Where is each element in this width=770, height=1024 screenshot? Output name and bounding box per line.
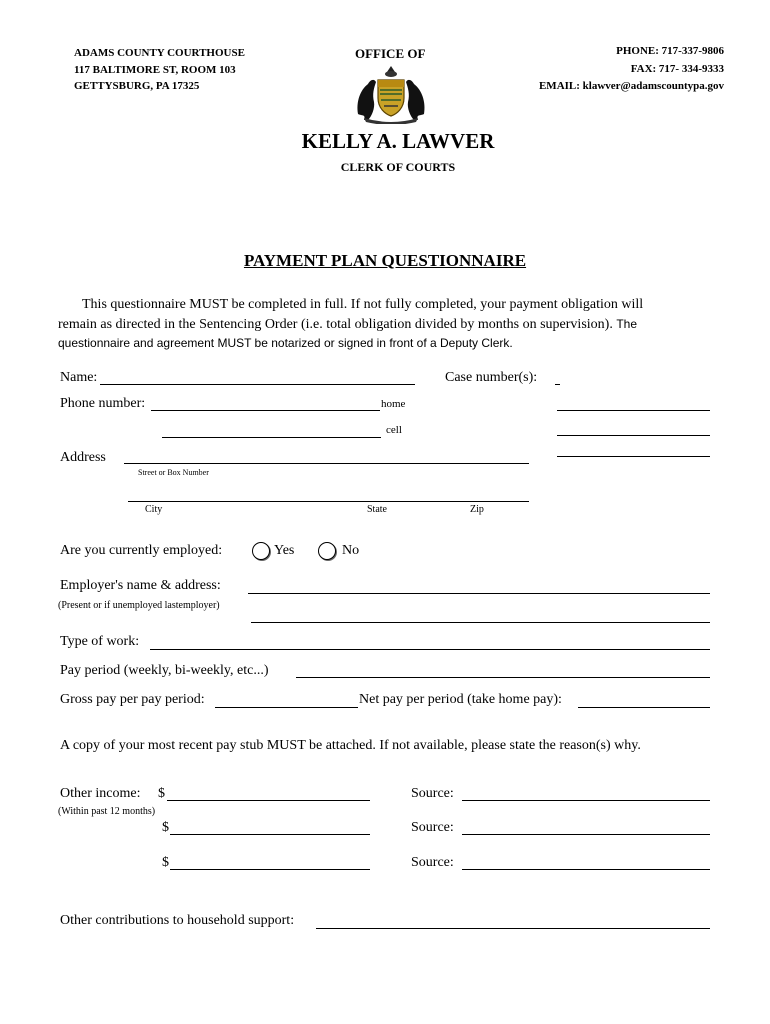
- pay-period-field[interactable]: [296, 677, 710, 678]
- other-income-amount-1[interactable]: [167, 800, 370, 801]
- street-field[interactable]: [124, 463, 529, 464]
- gross-pay-field[interactable]: [215, 707, 358, 708]
- within-12-months-caption: (Within past 12 months): [58, 806, 156, 817]
- intro-line-2: remain as directed in the Sentencing Order (i.e. total obligation divided by months on supervision). The: [58, 317, 638, 332]
- cell-label: cell: [386, 424, 402, 436]
- household-contributions-field[interactable]: [316, 928, 710, 929]
- office-of-label: OFFICE OF: [355, 46, 426, 61]
- address-label: Address: [60, 450, 106, 465]
- street-caption: Street or Box Number: [138, 468, 209, 477]
- case-number-field-3[interactable]: [557, 435, 710, 436]
- net-pay-field[interactable]: [578, 707, 710, 708]
- home-phone-field[interactable]: [151, 410, 380, 411]
- home-label: home: [381, 398, 406, 410]
- other-income-amount-3[interactable]: [170, 869, 370, 870]
- intro-line-3: questionnaire and agreement MUST be notarized or signed in front of a Deputy Clerk.: [58, 336, 513, 350]
- employed-no-label: No: [342, 543, 360, 558]
- name-label: Name:: [60, 370, 98, 385]
- fax-number: FAX: 717- 334-9333: [630, 63, 724, 75]
- source-field-1[interactable]: [462, 800, 710, 801]
- city-caption: City: [145, 504, 163, 515]
- gross-pay-label: Gross pay per pay period:: [60, 692, 205, 707]
- source-field-3[interactable]: [462, 869, 710, 870]
- dollar-sign-2: $: [162, 820, 169, 835]
- household-contributions-label: Other contributions to household support:: [60, 913, 295, 928]
- clerk-title: CLERK OF COURTS: [340, 160, 456, 174]
- phone-label: Phone number:: [60, 396, 146, 411]
- employed-no-radio[interactable]: [318, 542, 336, 560]
- other-income-amount-2[interactable]: [170, 834, 370, 835]
- city-state-zip-field[interactable]: [128, 501, 529, 502]
- source-field-2[interactable]: [462, 834, 710, 835]
- employer-caption: (Present or if unemployed lastemployer): [58, 600, 220, 611]
- source-label-2: Source:: [411, 820, 454, 835]
- name-field[interactable]: [100, 384, 415, 385]
- state-caption: State: [367, 504, 387, 515]
- other-income-label: Other income:: [60, 786, 141, 801]
- case-number-field-2[interactable]: [557, 410, 710, 411]
- employed-yes-radio[interactable]: [252, 542, 270, 560]
- intro-line-1: This questionnaire MUST be completed in full. If not fully completed, your payment obligation will: [82, 297, 644, 312]
- work-type-label: Type of work:: [60, 634, 140, 649]
- email-address: EMAIL: klawver@adamscountypa.gov: [538, 80, 724, 92]
- source-label-3: Source:: [411, 855, 454, 870]
- employed-yes-label: Yes: [274, 543, 295, 558]
- employed-label: Are you currently employed:: [60, 543, 223, 558]
- case-number-field[interactable]: [555, 384, 560, 385]
- net-pay-label: Net pay per period (take home pay):: [359, 692, 562, 707]
- employer-field-2[interactable]: [251, 622, 710, 623]
- source-label-1: Source:: [411, 786, 454, 801]
- dollar-sign-1: $: [158, 786, 165, 801]
- cell-phone-field[interactable]: [162, 437, 381, 438]
- case-number-label: Case number(s):: [445, 370, 538, 385]
- courthouse-name: ADAMS COUNTY COURTHOUSE: [74, 47, 245, 59]
- case-number-field-4[interactable]: [557, 456, 710, 457]
- courthouse-street: 117 BALTIMORE ST, ROOM 103: [74, 64, 236, 76]
- courthouse-city: GETTYSBURG, PA 17325: [74, 80, 200, 92]
- employer-label: Employer's name & address:: [60, 578, 221, 593]
- zip-caption: Zip: [470, 504, 484, 515]
- phone-number: PHONE: 717-337-9806: [616, 45, 724, 57]
- pay-stub-note: A copy of your most recent pay stub MUST be attached. If not available, please state the reason(s) why.: [60, 738, 641, 753]
- state-seal-icon: [350, 64, 432, 124]
- clerk-name: KELLY A. LAWVER: [301, 129, 495, 153]
- pay-period-label: Pay period (weekly, bi-weekly, etc...): [60, 663, 269, 678]
- dollar-sign-3: $: [162, 855, 169, 870]
- work-type-field[interactable]: [150, 649, 710, 650]
- employer-field[interactable]: [248, 593, 710, 594]
- form-title: PAYMENT PLAN QUESTIONNAIRE: [243, 251, 527, 270]
